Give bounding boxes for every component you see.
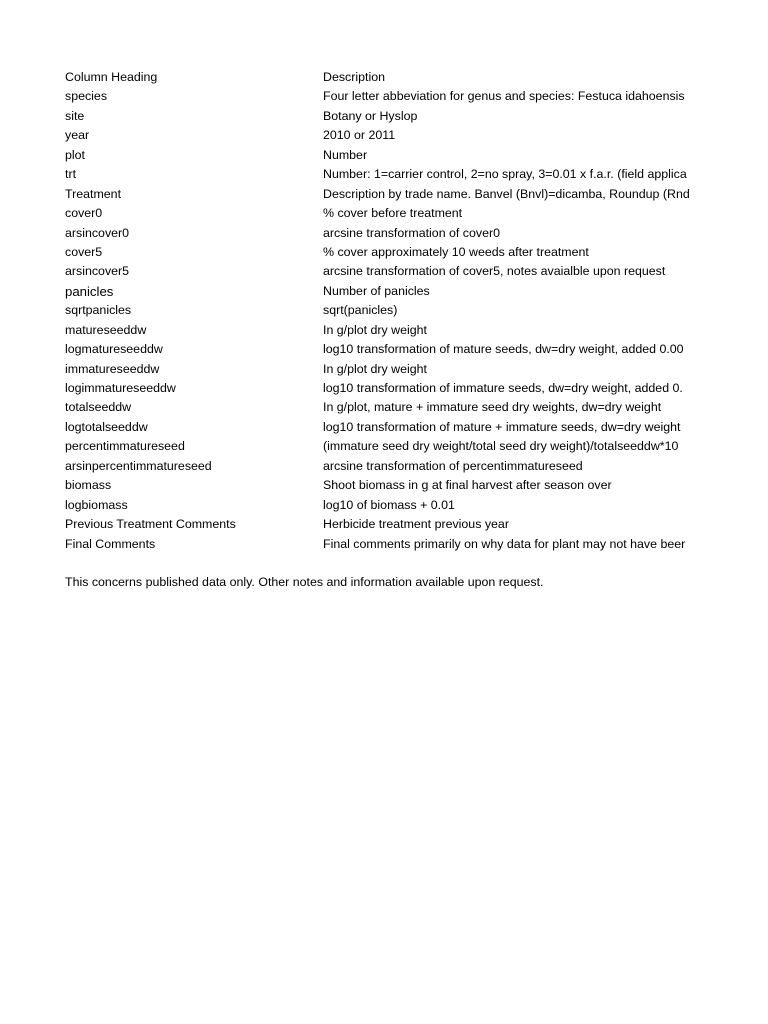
header-column-heading: Column Heading	[65, 70, 158, 84]
table-row	[65, 418, 696, 437]
table-row	[65, 437, 696, 456]
row-heading: matureseeddw	[65, 322, 147, 337]
row-heading: cover0	[65, 206, 103, 221]
row-heading: Treatment	[65, 186, 122, 201]
row-heading: sqrtpanicles	[65, 303, 132, 318]
row-heading: panicles	[65, 283, 114, 299]
row-heading: logmatureseeddw	[65, 342, 163, 357]
row-heading: immatureseeddw	[65, 361, 160, 376]
row-heading: logtotalseeddw	[65, 419, 148, 434]
row-description: 2010 or 2011	[323, 128, 396, 143]
table-row	[65, 107, 696, 126]
table-row	[65, 496, 696, 515]
table-row	[65, 224, 696, 243]
row-description: Number: 1=carrier control, 2=no spray, 3=0.01 x f.a.r. (field applica	[323, 167, 687, 182]
row-heading: percentimmatureseed	[65, 439, 185, 454]
row-description: In g/plot dry weight	[323, 322, 428, 337]
row-description: In g/plot dry weight	[323, 361, 428, 376]
row-description: Herbicide treatment previous year	[323, 517, 509, 532]
table-row	[65, 321, 696, 340]
table-row	[65, 204, 696, 223]
row-description: Botany or Hyslop	[323, 108, 418, 123]
row-description: log10 transformation of mature seeds, dw=dry weight, added 0.00	[323, 342, 684, 357]
row-description: Description by trade name. Banvel (Bnvl)=dicamba, Roundup (Rnd	[323, 186, 690, 201]
row-heading: biomass	[65, 478, 112, 493]
table-row	[65, 379, 696, 398]
row-description: arcsine transformation of cover0	[323, 225, 500, 240]
row-heading: species	[65, 89, 108, 104]
row-heading: logimmatureseeddw	[65, 381, 176, 395]
row-description: In g/plot, mature + immature seed dry weights, dw=dry weight	[323, 400, 662, 415]
table-row	[65, 146, 696, 165]
row-description: Shoot biomass in g at final harvest after season over	[323, 478, 612, 493]
row-description: % cover approximately 10 weeds after treatment	[323, 244, 589, 259]
row-description: Final comments primarily on why data for plant may not have beer	[323, 536, 686, 551]
table-row	[65, 535, 696, 554]
table-row	[65, 126, 696, 145]
table-row	[65, 476, 696, 495]
table-row	[65, 282, 696, 301]
table-row	[65, 360, 696, 379]
header-description: Description	[323, 70, 385, 84]
row-description: log10 transformation of immature seeds, dw=dry weight, added 0.	[323, 381, 683, 395]
row-heading: arsinpercentimmatureseed	[65, 458, 212, 473]
table-row	[65, 398, 696, 417]
row-heading: Previous Treatment Comments	[65, 517, 236, 532]
row-heading: year	[65, 128, 90, 143]
row-description: log10 of biomass + 0.01	[323, 497, 455, 512]
table-row	[65, 340, 696, 359]
row-heading: trt	[65, 167, 77, 182]
row-description: (immature seed dry weight/total seed dry weight)/totalseeddw*10	[323, 439, 679, 454]
row-description: sqrt(panicles)	[323, 303, 398, 318]
row-heading: plot	[65, 147, 85, 162]
table-row	[65, 165, 696, 184]
row-heading: Final Comments	[65, 536, 156, 551]
table-row	[65, 87, 696, 106]
row-heading: logbiomass	[65, 497, 128, 512]
table-row	[65, 301, 696, 320]
row-description: log10 transformation of mature + immature seeds, dw=dry weight	[323, 419, 681, 434]
table-row	[65, 457, 696, 476]
table-row	[65, 515, 696, 534]
row-heading: cover5	[65, 244, 103, 259]
table-row	[65, 262, 696, 281]
table-row	[65, 185, 696, 204]
row-heading: arsincover0	[65, 225, 130, 240]
table-header-row	[65, 68, 696, 87]
row-heading: site	[65, 108, 85, 123]
row-heading: totalseeddw	[65, 400, 132, 415]
row-description: Number	[323, 147, 368, 162]
footnote: This concerns published data only. Other notes and information available upon request.	[65, 575, 544, 589]
row-description: % cover before treatment	[323, 206, 463, 221]
table-row	[65, 243, 696, 262]
row-description: Number of panicles	[323, 283, 430, 298]
row-description: arcsine transformation of cover5, notes avaialble upon request	[323, 264, 666, 279]
column-description-table	[65, 68, 696, 554]
row-heading: arsincover5	[65, 264, 130, 279]
row-description: Four letter abbeviation for genus and species: Festuca idahoensis	[323, 89, 685, 104]
row-description: arcsine transformation of percentimmatureseed	[323, 458, 583, 473]
